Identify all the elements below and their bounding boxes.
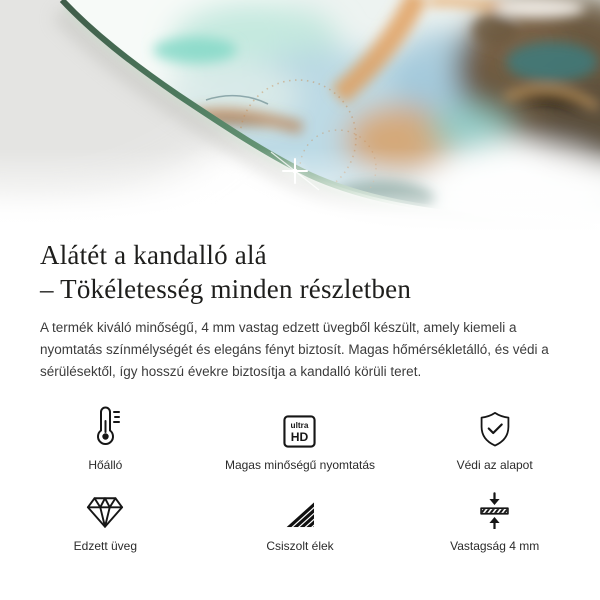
ultra-hd-badge-icon bbox=[203, 404, 398, 448]
svg-text:HD: HD bbox=[291, 430, 309, 445]
page-title bbox=[40, 238, 560, 306]
product-description: A termék kiváló minőségű, 4 mm vastag edzett üvegből készült, amely kiemeli a nyomtatás színmélységét és elegáns fényt biztosít. Magas hőmérsékletálló, és védi a sérülésektől, így hosszú évekre biztosítja a kandalló körüli teret. bbox=[40, 320, 549, 379]
page-title-line1: Alátét a kandalló alá bbox=[40, 240, 267, 270]
feature-label: Vastagság 4 mm bbox=[450, 539, 540, 553]
thermometer-icon bbox=[8, 404, 203, 448]
thickness-arrows-icon bbox=[397, 493, 592, 529]
diamond-icon bbox=[8, 493, 203, 529]
feature-label: Magas minőségű nyomtatás bbox=[224, 458, 376, 472]
feature-polished-edges bbox=[203, 493, 398, 554]
feature-tempered-glass bbox=[8, 493, 203, 554]
svg-text:ultra: ultra bbox=[291, 421, 309, 431]
shield-check-icon bbox=[397, 404, 592, 448]
page-title-line2: – Tökéletesség minden részletben bbox=[40, 274, 412, 304]
polished-edges-icon bbox=[203, 493, 398, 529]
hero-image bbox=[0, 0, 600, 235]
feature-heat-resistant bbox=[8, 404, 203, 473]
feature-label: Hőálló bbox=[88, 458, 123, 472]
hero-bottom-fade bbox=[0, 140, 600, 235]
feature-label: Csiszolt élek bbox=[266, 539, 334, 553]
feature-label: Edzett üveg bbox=[73, 539, 138, 553]
feature-grid bbox=[8, 404, 592, 554]
feature-print-quality bbox=[203, 404, 398, 473]
feature-thickness bbox=[397, 493, 592, 554]
feature-protects-base bbox=[397, 404, 592, 473]
feature-label: Védi az alapot bbox=[456, 458, 533, 472]
